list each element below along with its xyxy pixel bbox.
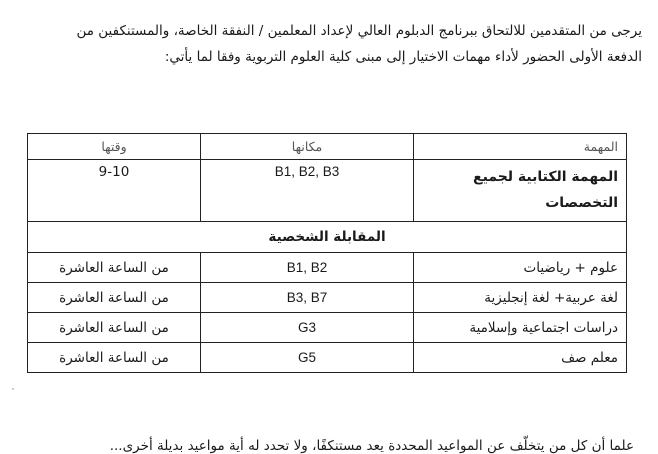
intro-line-1: يرجى من المتقدمين للالتحاق ببرنامج الدبلوم العالي لإعداد المعلمين / النفقة الخاصة، والمستنكفين من (76, 23, 642, 39)
header-place: مكانها (201, 134, 414, 160)
row-task: علوم + رياضيات (414, 253, 627, 283)
footer-note: علما أن كل من يتخلّف عن المواعيد المحددة يعد مستنكفًا، ولا تحدد له أية مواعيد بديلة أخرى... (109, 437, 634, 454)
row-task: دراسات اجتماعية وإسلامية (414, 313, 627, 343)
row-place: B3, B7 (201, 283, 414, 313)
intro-paragraph (14, 18, 642, 70)
written-time: 9-10 (28, 160, 201, 222)
table-row (28, 343, 627, 373)
row-task: معلم صف (414, 343, 627, 373)
interview-title: المقابلة الشخصية (28, 222, 627, 253)
table-row (28, 253, 627, 283)
row-time: من الساعة العاشرة (28, 253, 201, 283)
row-place: B1, B2 (201, 253, 414, 283)
row-time: من الساعة العاشرة (28, 343, 201, 373)
row-place: G3 (201, 313, 414, 343)
schedule-table (27, 133, 627, 373)
row-place: G5 (201, 343, 414, 373)
table-header-row (28, 134, 627, 160)
table-row (28, 283, 627, 313)
intro-line-2: الدفعة الأولى الحضور لأداء مهمات الاختيار إلى مبنى كلية العلوم التربوية وفقا لما يأتي: (164, 49, 642, 65)
row-task: لغة عربية+ لغة إنجليزية (414, 283, 627, 313)
row-time: من الساعة العاشرة (28, 283, 201, 313)
interview-section-row (28, 222, 627, 253)
table-row (28, 160, 627, 222)
table-row (28, 313, 627, 343)
row-time: من الساعة العاشرة (28, 313, 201, 343)
header-task: المهمة (414, 134, 627, 160)
written-task: المهمة الكتابية لجميع التخصصات (414, 160, 627, 222)
stray-mark (12, 388, 14, 390)
written-place: B1, B2, B3 (201, 160, 414, 222)
header-time: وقتها (28, 134, 201, 160)
